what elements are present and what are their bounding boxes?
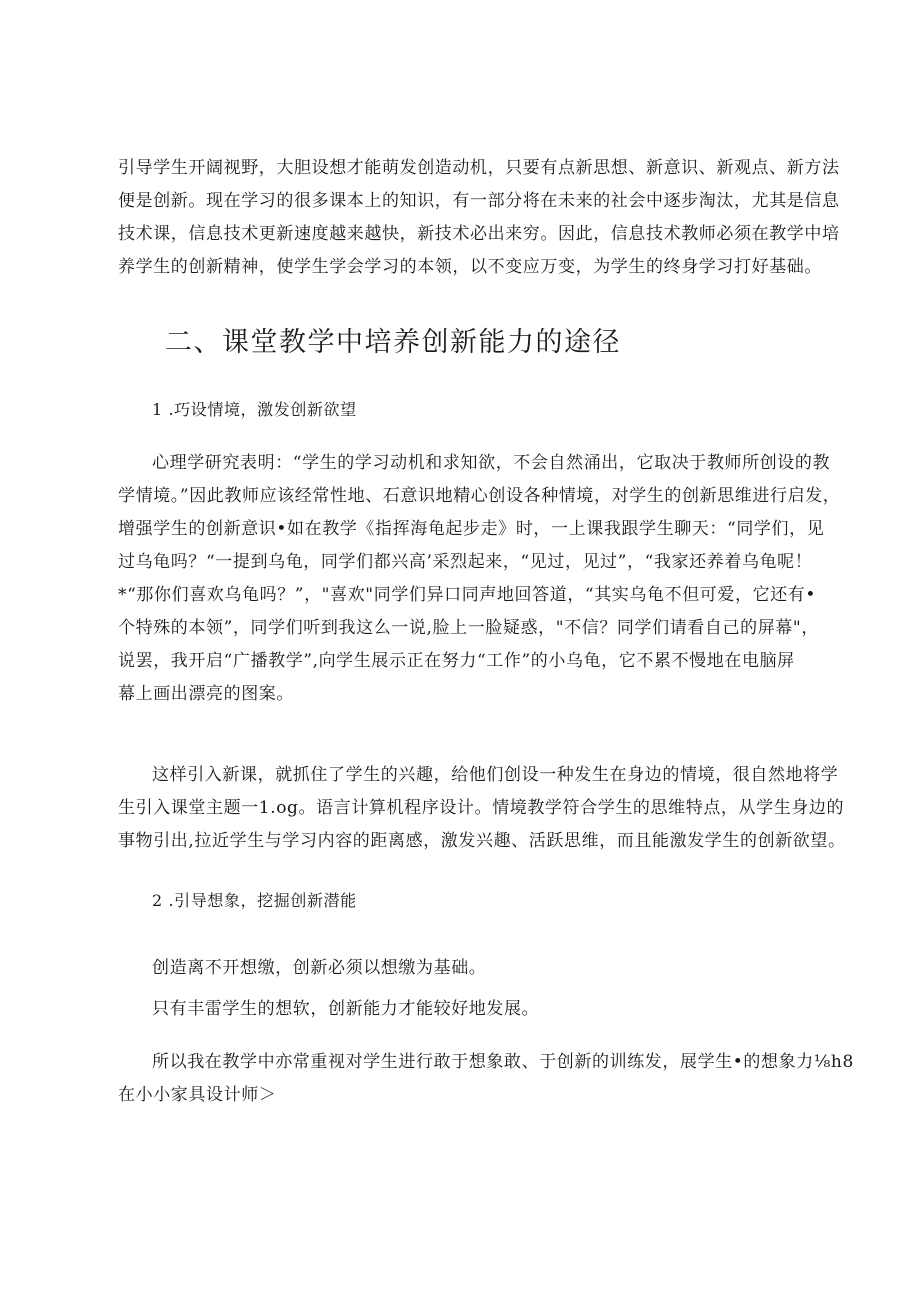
text-line: 说罢，我开启“广播教学”,向学生展示正在努力“工作”的小乌龟，它不累不慢地在电脑屏 [118,651,795,671]
text-line: 过乌龟吗？“一提到乌龟，同学们都兴高’采烈起来，“见过，见过”，“我家还养着乌龟呢！ [118,552,813,572]
text-line: 所以我在教学中亦常重视对学生进行敢于想象敢、于创新的训练发，展学生•的想象力⅛h8 [152,1052,854,1072]
text-line: 引导学生开阔视野，大胆设想才能萌发创造动机，只要有点新思想、新意识、新观点、新方法 [118,158,840,178]
paragraph-1 [118,447,841,711]
text-line: 幕上画出漂亮的图案。 [118,684,294,704]
paragraph-2 [118,759,846,858]
subheading-1: 1 .巧设情境，激发创新欲望 [152,400,357,419]
text-line: 技术课，信息技术更新速度越来越快，新技术必出来穷。因此，信息技术教师必须在教学中培 [118,224,840,244]
text-line: 心理学研究表明：“学生的学习动机和求知欲，不会自然涌出，它取决于教师所创设的教 [152,453,831,473]
text-line: 生引入课堂主题一1.og。语言计算机程序设计。情境教学符合学生的思维特点，从学生身边的 [118,798,845,818]
text-line: 只有丰雷学生的想软，创新能力才能较好地发展。 [152,999,540,1019]
text-line: 创造离不开想缴，创新必须以想缴为基础。 [152,958,487,978]
text-line: 学情境。”因此教师应该经常性地、石意识地精心创设各种情境，对学生的创新思维进行启发， [118,486,841,506]
text-line: 这样引入新课，就抓住了学生的兴趣，给他们创设一种发生在身边的情境，很自然地将学 [152,765,839,785]
text-line: 在小小家具设计师＞ [118,1085,277,1105]
text-line: 养学生的创新精神，使学生学会学习的本领，以不变应万变，为学生的终身学习打好基础。 [118,257,822,277]
subheading-2: 2 .引导想象，挖掘创新潜能 [152,891,357,910]
text-line: 个特殊的本领”，同学们听到我这么一说,脸上一脸疑惑，"不信？同学们请看自己的屏幕"， [118,618,819,638]
paragraph-4 [118,993,808,1026]
text-line: 便是创新。现在学习的很多课本上的知识，有一部分将在未来的社会中逐步淘汰，尤其是信息 [118,191,840,211]
paragraph-3 [118,952,808,985]
paragraph-5 [118,1046,854,1112]
intro-paragraph [118,152,840,284]
text-line: 增强学生的创新意识•如在教学《指挥海龟起步走》时，一上课我跟学生聊天：“同学们，见 [118,519,825,539]
section-heading: 二、课堂教学中培养创新能力的途径 [165,327,621,358]
text-line: 事物引出,拉近学生与学习内容的距离感，激发兴趣、活跃思维，而且能激发学生的创新欲望。 [118,831,846,851]
text-line: *“那你们喜欢乌龟吗？”，"喜欢"同学们异口同声地回答道，“其实乌龟不但可爱，它还有• [118,585,817,605]
